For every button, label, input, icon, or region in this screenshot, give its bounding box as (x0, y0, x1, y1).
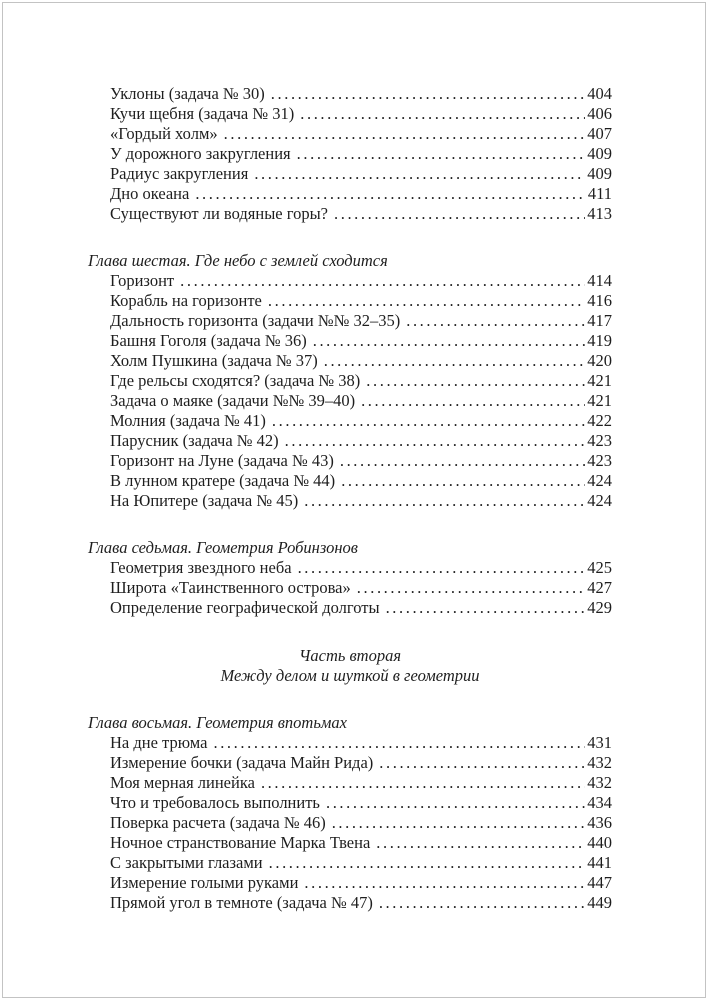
toc-section (88, 538, 612, 618)
toc-entry (88, 451, 612, 471)
toc-entry-title: Где рельсы сходятся? (задача № 38) (110, 371, 361, 390)
toc-entry (88, 371, 612, 391)
dot-leader (340, 451, 585, 471)
toc-entry (88, 558, 612, 578)
toc-entry (88, 204, 612, 224)
toc-entry-page: 441 (587, 853, 612, 872)
chapter-heading: Глава шестая. Где небо с землей сходится (88, 251, 388, 270)
toc-entry (88, 753, 612, 773)
toc-entry-page: 417 (587, 311, 612, 330)
dot-leader (261, 773, 585, 793)
toc-entry-page: 421 (587, 391, 612, 410)
toc-entry (88, 853, 612, 873)
toc-entry-page: 431 (587, 733, 612, 752)
dot-leader (406, 311, 585, 331)
toc-entry-page: 423 (587, 431, 612, 450)
toc-entry-page: 427 (587, 578, 612, 597)
toc-entry-title: На Юпитере (задача № 45) (110, 491, 299, 510)
table-of-contents (88, 84, 612, 913)
toc-entry-title: Уклоны (задача № 30) (110, 84, 265, 103)
dot-leader (386, 598, 586, 618)
toc-entry-title: Измерение голыми руками (110, 873, 299, 892)
dot-leader (379, 893, 585, 913)
toc-entry (88, 833, 612, 853)
toc-entry-page: 411 (587, 184, 612, 203)
toc-entry-page: 421 (587, 371, 612, 390)
toc-entry (88, 124, 612, 144)
dot-leader (366, 371, 585, 391)
dot-leader (332, 813, 586, 833)
toc-entry (88, 351, 612, 371)
toc-entry-title: Башня Гоголя (задача № 36) (110, 331, 307, 350)
toc-entry-title: Холм Пушкина (задача № 37) (110, 351, 318, 370)
toc-entry (88, 271, 612, 291)
toc-entry-title: Дно океана (110, 184, 190, 203)
toc-entry-page: 422 (587, 411, 612, 430)
part-divider (88, 646, 612, 686)
dot-leader (361, 391, 585, 411)
toc-entry-page: 449 (587, 893, 612, 912)
toc-entry-page: 423 (587, 451, 612, 470)
toc-entry-page: 409 (587, 164, 612, 183)
toc-entry-title: Корабль на горизонте (110, 291, 262, 310)
toc-entry-title: На дне трюма (110, 733, 208, 752)
dot-leader (357, 578, 585, 598)
toc-entry-page: 425 (587, 558, 612, 577)
dot-leader (326, 793, 585, 813)
toc-entry-title: Геометрия звездного неба (110, 558, 292, 577)
toc-section (88, 713, 612, 913)
toc-entry-page: 416 (587, 291, 612, 310)
dot-leader (195, 184, 586, 204)
dot-leader (376, 833, 585, 853)
toc-entry-page: 432 (587, 773, 612, 792)
dot-leader (180, 271, 585, 291)
toc-entry-title: Парусник (задача № 42) (110, 431, 279, 450)
toc-entry-title: «Гордый холм» (110, 124, 218, 143)
toc-entry-title: Горизонт (110, 271, 175, 290)
toc-entry (88, 144, 612, 164)
toc-entry-title: Существуют ли водяные горы? (110, 204, 328, 223)
toc-entry (88, 733, 612, 753)
toc-entry (88, 164, 612, 184)
dot-leader (272, 411, 585, 431)
toc-entry-title: В лунном кратере (задача № 44) (110, 471, 336, 490)
toc-entry (88, 578, 612, 598)
toc-entry (88, 598, 612, 618)
part-subtitle: Между делом и шуткой в геометрии (220, 666, 480, 685)
toc-entry-page: 420 (587, 351, 612, 370)
toc-entry (88, 331, 612, 351)
toc-entry-title: Моя мерная линейка (110, 773, 255, 792)
dot-leader (313, 331, 586, 351)
dot-leader (269, 853, 586, 873)
dot-leader (334, 204, 585, 224)
toc-entry-title: Горизонт на Луне (задача № 43) (110, 451, 334, 470)
dot-leader (379, 753, 585, 773)
toc-entry-title: Что и требовалось выполнить (110, 793, 320, 812)
dot-leader (224, 124, 586, 144)
toc-entry-page: 424 (587, 471, 612, 490)
toc-entry (88, 431, 612, 451)
toc-entry-title: Ночное странствование Марка Твена (110, 833, 371, 852)
toc-entry-page: 414 (587, 271, 612, 290)
toc-entry-title: Дальность горизонта (задачи №№ 32–35) (110, 311, 401, 330)
toc-entry-title: Радиус закругления (110, 164, 249, 183)
dot-leader (341, 471, 585, 491)
toc-entry (88, 491, 612, 511)
toc-entry-page: 432 (587, 753, 612, 772)
dot-leader (304, 491, 585, 511)
toc-entry-page: 404 (587, 84, 612, 103)
toc-entry (88, 291, 612, 311)
toc-entry (88, 84, 612, 104)
dot-leader (324, 351, 586, 371)
dot-leader (298, 558, 586, 578)
toc-entry-title: Задача о маяке (задачи №№ 39–40) (110, 391, 356, 410)
toc-entry-page: 434 (587, 793, 612, 812)
toc-entry-title: Широта «Таинственного острова» (110, 578, 351, 597)
toc-entry-page: 424 (587, 491, 612, 510)
toc-entry (88, 873, 612, 893)
toc-entry (88, 773, 612, 793)
toc-entry (88, 391, 612, 411)
toc-entry (88, 184, 612, 204)
toc-entry-page: 436 (587, 813, 612, 832)
toc-entry (88, 893, 612, 913)
toc-entry-page: 447 (587, 873, 612, 892)
toc-entry-title: Прямой угол в темноте (задача № 47) (110, 893, 373, 912)
toc-entry-title: У дорожного закругления (110, 144, 291, 163)
toc-entry-page: 419 (587, 331, 612, 350)
toc-entry (88, 104, 612, 124)
toc-entry-title: Молния (задача № 41) (110, 411, 266, 430)
toc-section (88, 84, 612, 224)
toc-entry (88, 813, 612, 833)
toc-entry-page: 407 (587, 124, 612, 143)
toc-entry-title: Определение географической долготы (110, 598, 380, 617)
toc-entry-page: 440 (587, 833, 612, 852)
toc-entry-page: 429 (587, 598, 612, 617)
dot-leader (285, 431, 586, 451)
toc-entry (88, 311, 612, 331)
toc-entry-title: Поверка расчета (задача № 46) (110, 813, 326, 832)
toc-entry-title: Кучи щебня (задача № 31) (110, 104, 295, 123)
toc-entry-page: 406 (587, 104, 612, 123)
dot-leader (213, 733, 585, 753)
part-title: Часть вторая (299, 646, 401, 665)
dot-leader (300, 104, 585, 124)
toc-entry-page: 413 (587, 204, 612, 223)
toc-section (88, 251, 612, 511)
dot-leader (268, 291, 585, 311)
chapter-heading: Глава седьмая. Геометрия Робинзонов (88, 538, 358, 557)
toc-entry-page: 409 (587, 144, 612, 163)
chapter-heading: Глава восьмая. Геометрия впотьмах (88, 713, 347, 732)
dot-leader (304, 873, 585, 893)
dot-leader (297, 144, 586, 164)
dot-leader (271, 84, 585, 104)
dot-leader (254, 164, 585, 184)
toc-entry (88, 471, 612, 491)
toc-entry-title: Измерение бочки (задача Майн Рида) (110, 753, 374, 772)
toc-entry-title: С закрытыми глазами (110, 853, 263, 872)
toc-entry (88, 411, 612, 431)
toc-entry (88, 793, 612, 813)
